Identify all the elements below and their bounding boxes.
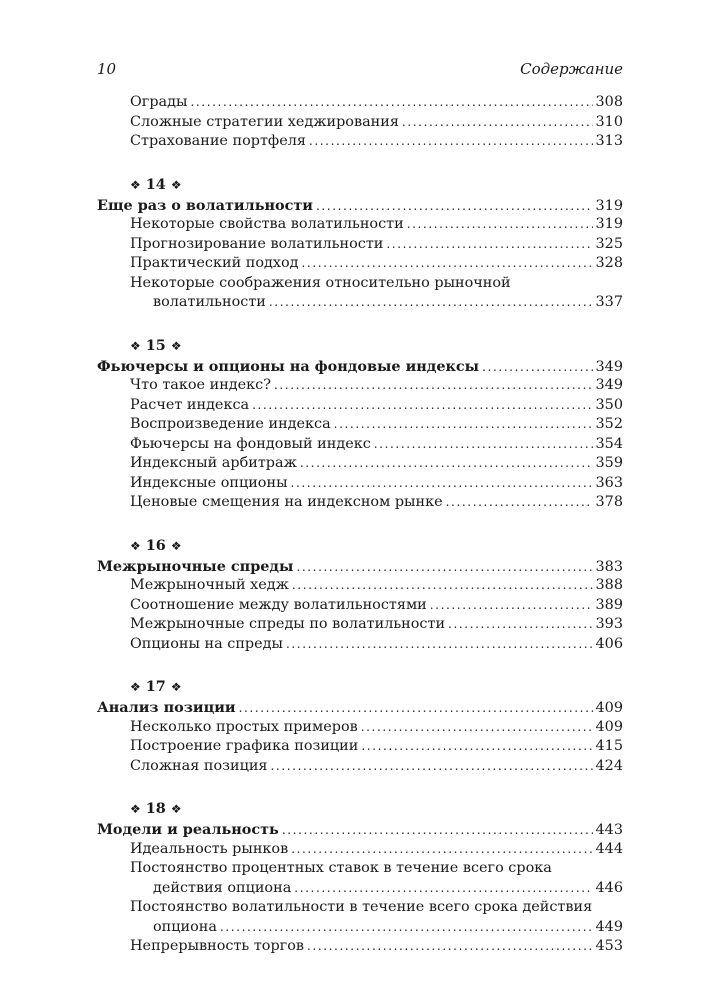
dot-leader [334,415,593,435]
ornament-icon: ❖ [130,802,141,816]
dot-leader [316,197,593,217]
toc-entry-first-line: Некоторые соображения относительно рыночной [130,274,511,291]
dot-leader [282,821,593,841]
toc-entry [97,474,623,494]
toc-entry-title: Межрыночные спреды по волатильности [130,616,446,632]
toc-page-number: 337 [595,294,623,310]
toc-entry-title: Прогнозирование волатильности [130,235,384,252]
toc-page-number: 352 [595,416,623,432]
toc-entry [97,435,623,455]
dot-leader [286,635,593,655]
toc-entry-title: Страхование портфеля [130,133,306,149]
chapter-number-text: 15 [145,336,166,354]
ornament-icon: ❖ [170,802,182,816]
toc-entry-title: Модели и реальность [97,821,279,838]
toc-entry [97,415,623,435]
toc-page-number: 359 [595,455,623,471]
toc-entry-title: Непрерывность торгов [130,938,304,954]
ornament-icon: ❖ [130,177,141,192]
toc-entry-first-line: Постоянство волатильности в течение всего срока действия [130,899,593,915]
running-head: Содержание [520,60,623,78]
toc-entry-title: Практический подход [130,255,299,271]
toc-page-number: 308 [595,94,623,110]
dot-leader [220,918,593,938]
toc-page-number: 393 [595,616,623,632]
chapter-number [97,675,623,698]
toc-page-number: 350 [595,396,623,413]
toc-entry-title: Построение графика позиции [130,738,359,754]
toc-entry-title: Еще раз о волатильности [97,196,313,214]
toc-entry [97,718,623,738]
toc-entry-title: волатильности [153,294,266,310]
toc-page-number: 328 [595,255,623,271]
toc-entry-first-line: Постоянство процентных ставок в течение всего срока [130,860,552,876]
toc-entry [97,596,623,616]
toc-entry-title: Межрыночный хедж [130,577,289,593]
chapter-number-text: 16 [145,536,166,554]
toc-entry-continuation [97,918,623,938]
chapter-number-text: 14 [145,175,166,193]
toc-entry-title: Ценовые смещения на индексном рынке [130,494,443,510]
toc-entry-title: действия опциона [153,879,292,896]
toc-entry-title: Анализ позиции [97,699,236,716]
toc-page-number: 409 [595,700,623,716]
toc-entry [97,454,623,474]
toc-entry-continuation [97,293,623,313]
toc-entry-title: Воспроизведение индекса [130,416,331,432]
toc-entry-title: Фьючерсы и опционы на фондовые индексы [97,357,480,375]
dot-leader [430,596,593,616]
toc-entry [97,615,623,635]
dot-leader [291,474,593,494]
toc-entry-continuation [97,879,623,899]
toc-entry-title: Расчет индекса [130,396,250,413]
chapter-number [97,173,623,196]
toc-page-number: 406 [595,635,623,652]
dot-leader [309,132,593,152]
toc-page-number: 378 [595,494,623,510]
toc-entry-title: Опционы на спреды [130,635,283,652]
toc-entry-title: Что такое индекс? [130,377,271,393]
ornament-icon: ❖ [170,538,182,553]
ornament-icon: ❖ [170,338,182,353]
toc-page-number: 388 [595,577,623,593]
toc-entry-title: Индексные опционы [130,474,288,491]
ornament-icon: ❖ [170,177,182,192]
ornament-icon: ❖ [130,680,141,694]
page-number: 10 [97,60,117,78]
toc-entry [97,254,623,274]
toc-entry-title: Соотношение между волатильностями [130,596,427,613]
dot-leader [269,293,593,313]
dot-leader [296,558,592,578]
dot-leader [446,493,593,513]
dot-leader [482,358,592,378]
dot-leader [190,93,592,113]
toc-entry-title: опциона [153,918,217,935]
chapter-number [97,534,623,557]
toc-entry-title: Ограды [130,94,188,110]
toc-page-number: 409 [595,718,623,735]
toc-entry [97,93,623,113]
toc-page-number: 444 [595,840,623,857]
toc-page-number: 319 [595,216,623,232]
toc-entry [97,737,623,757]
toc-page-number: 325 [595,235,623,252]
toc-page-number: 319 [595,197,623,214]
dot-leader [361,718,593,738]
toc-page-number: 363 [595,474,623,491]
dot-leader [274,376,593,396]
chapter-title-line [97,557,623,577]
chapter-number-text: 18 [145,800,166,817]
toc-page-number: 446 [595,879,623,896]
dot-leader [448,615,592,635]
toc-entry [97,840,623,860]
toc-entry [97,396,623,416]
chapter-title-line [97,357,623,377]
toc-entry [97,635,623,655]
toc-entry-title: Фьючерсы на фондовый индекс [130,435,371,452]
toc-page-number: 354 [595,435,623,452]
dot-leader [374,435,593,455]
ornament-icon: ❖ [130,338,141,353]
toc-entry [97,757,623,777]
toc-entry [97,235,623,255]
chapter-number [97,797,623,820]
toc-page-number: 349 [595,358,623,375]
toc-page-number: 443 [595,822,623,838]
toc-page-number: 424 [595,757,623,774]
dot-leader [292,576,593,596]
dot-leader [291,840,592,860]
ornament-icon: ❖ [170,680,182,694]
toc-entry [97,132,623,152]
toc-page-number: 383 [595,558,623,575]
chapter-number [97,334,623,357]
toc-page-number: 310 [595,113,623,130]
toc-entry-title: Межрыночные спреды [97,557,294,575]
toc-entry-title: Идеальность рынков [130,840,289,857]
toc-entry-title: Некоторые свойства волатильности [130,216,404,232]
dot-leader [252,396,592,416]
toc-page-number: 313 [595,133,623,149]
dot-leader [239,699,593,719]
toc-page-number: 453 [595,938,623,954]
table-of-contents [97,93,623,957]
dot-leader [302,254,593,274]
toc-page-number: 349 [595,377,623,393]
toc-entry [97,376,623,396]
dot-leader [294,879,592,899]
toc-entry [97,113,623,133]
toc-entry-title: Сложная позиция [130,757,268,774]
dot-leader [402,113,593,133]
chapter-title-line [97,820,623,840]
toc-entry [97,493,623,513]
toc-entry [97,215,623,235]
chapter-title-line [97,196,623,216]
toc-entry [97,576,623,596]
toc-page-number: 389 [595,596,623,613]
chapter-title-line [97,698,623,718]
dot-leader [307,937,593,957]
toc-page-number: 415 [595,738,623,754]
toc-entry-title: Индексный арбитраж [130,455,297,471]
ornament-icon: ❖ [130,538,141,553]
toc-page-number: 449 [595,918,623,935]
dot-leader [271,757,593,777]
toc-entry-title: Несколько простых примеров [130,718,358,735]
dot-leader [386,235,592,255]
dot-leader [361,737,592,757]
dot-leader [300,454,593,474]
chapter-number-text: 17 [145,678,166,695]
toc-entry [97,937,623,957]
dot-leader [407,215,593,235]
toc-entry-title: Сложные стратегии хеджирования [130,113,399,130]
